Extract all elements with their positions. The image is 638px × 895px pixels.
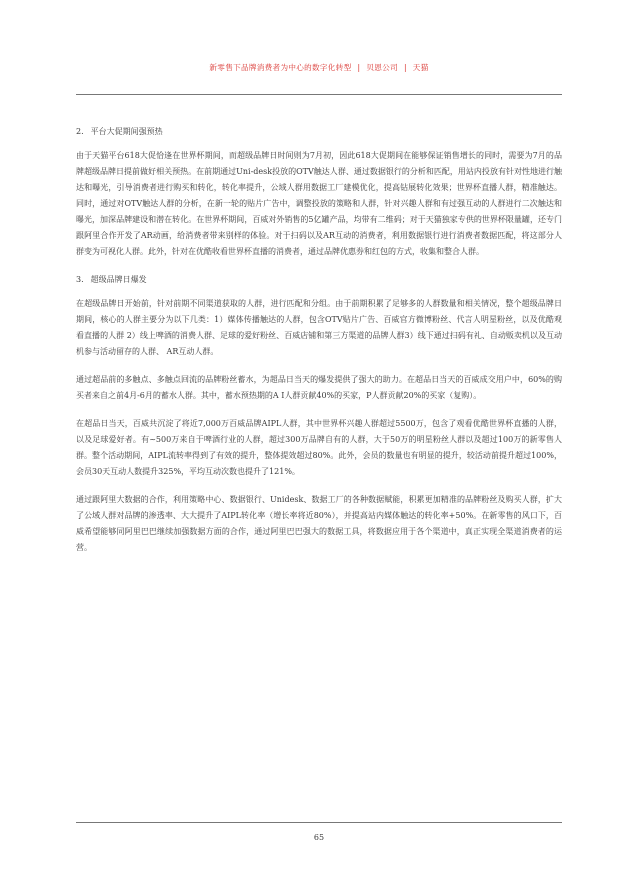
body-paragraph: 由于天猫平台618大促恰逢在世界杯期间，而超级品牌日时间则为7月初，因此618大促期间在能够保证销售增长的同时，需要为7月的品牌超级品牌日提前做好相关预热。在前期通过Uni-desk投放的OTV触达人群、通过数据银行的分析和匹配，用站内投放有针对性地进行触达和曝光，引导消费者进行购买和转化，转化率提升，公域人群用数据工厂建模优化，提高钻展转化效果；世界杯直播人群，精准触达。同时，通过对OTV触达人群的分析，在新一轮的贴片广告中，调整投放的策略和人群，针对兴趣人群和有过强互动的人群进行二次触达和曝光，加深品牌建设和潜在转化。在世界杯期间，百威对外销售的5亿罐产品，均带有二维码；对于天猫独家专供的世界杯限量罐，还专门跟阿里合作开发了AR动画，给消费者带来别样的体验。对于扫码以及AR互动的消费者，利用数据银行进行消费者数据匹配，将这部分人群变为可视化人群。此外，针对在优酷收看世界杯直播的消费者，通过品牌优惠券和红包的方式，收集和整合人群。: [76, 151, 562, 256]
body-paragraph: 通过跟阿里大数据的合作，利用策略中心、数据银行、Unidesk、数据工厂的各种数据赋能，积累更加精准的品牌粉丝及购买人群，扩大了公域人群对品牌的渗透率、大大提升了AIPL转化率（增长率将近80%），并提高站内媒体触达的转化率+50%。在新零售的风口下，百威希望能够同阿里巴巴继续加强数据方面的合作，通过阿里巴巴强大的数据工具，将数据应用于各个渠道中，真正实现全渠道消费者的运营。: [76, 495, 562, 552]
section-number: 2.: [76, 127, 84, 136]
body-paragraph: 在超级品牌日开始前，针对前期不同渠道获取的人群，进行匹配和分组。由于前期积累了足够多的人群数量和相关情况，整个超级品牌日期间，核心的人群主要分为以下几类：1）媒体传播触达的人群，包含OTV贴片广告、百威官方微博粉丝、代言人明星粉丝，以及优酷观看直播的人群 2）线上啤酒的消费人群、足球的爱好粉丝、百威店铺和第三方渠道的品牌人群3）线下通过扫码有礼、自动贩卖机以及互动机参与活动留存的人群、 AR互动人群。: [76, 299, 562, 356]
header-separator: |: [403, 63, 407, 72]
section-heading: [76, 272, 562, 288]
body-paragraph: 在超品日当天，百威共沉淀了将近7,000万百威品牌AIPL人群，其中世界杯兴趣人群超过5500万，包含了观看优酷世界杯直播的人群，以及足球爱好者。有~500万来自于啤酒行业的人群，超过300万品牌自有的人群，大于50万的明星粉丝人群以及超过100万的新零售人群。整个活动期间，AIPL流转率得到了有效的提升，整体提效超过80%。此外，会员的数量也有明显的提升，较活动前提升超过100%，会员30天互动人数提升325%，平均互动次数也提升了121%。: [76, 419, 562, 476]
body-paragraph: 通过超品前的多触点、多触点回流的品牌粉丝蓄水，为超品日当天的爆发提供了强大的助力。在超品日当天的百威成交用户中，60%的购买者来自之前4月-6月的蓄水人群。其中，蓄水预热期的A I人群贡献40%的买家，P人群贡献20%的买家（复购）。: [76, 375, 562, 400]
section-number: 3.: [76, 275, 84, 284]
section-title: 平台大促期间强预热: [90, 127, 163, 136]
page-number: 65: [313, 833, 325, 842]
header-divider: [76, 94, 562, 95]
page-body: [76, 124, 562, 568]
section-title: 超级品牌日爆发: [90, 275, 147, 284]
header-company: 贝恩公司: [366, 63, 398, 72]
running-header: [76, 62, 562, 73]
section-heading: [76, 124, 562, 140]
header-partner: 天猫: [412, 63, 429, 72]
footer-divider: [76, 822, 562, 823]
header-doc-title: 新零售下品牌消费者为中心的数字化转型: [209, 63, 352, 72]
header-separator: |: [357, 63, 361, 72]
